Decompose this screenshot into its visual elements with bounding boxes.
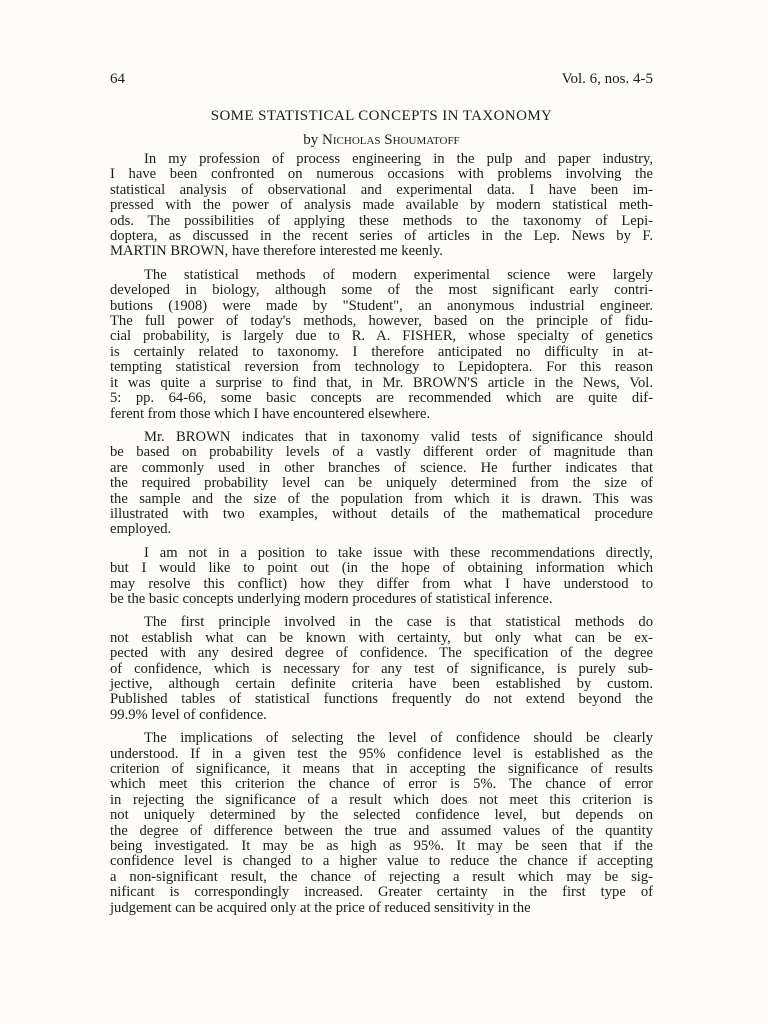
- text-line: understood. If in a given test the 95% confidence level is established as the: [110, 745, 653, 762]
- text-line: illustrated with two examples, without details of the mathematical procedure: [110, 505, 653, 522]
- text-line: criterion of significance, it means that in accepting the significance of results: [110, 761, 653, 778]
- text-line: be based on probability levels of a vastly different order of magnitude than: [110, 444, 653, 461]
- text-line: I am not in a position to take issue with these recommendations directly,: [144, 544, 653, 561]
- text-line: not uniquely determined by the selected confidence level, but depends on: [110, 807, 653, 824]
- text-line: In my profession of process engineering in the pulp and paper industry,: [144, 151, 653, 167]
- text-line: The implications of selecting the level of confidence should be clearly: [144, 730, 653, 747]
- article-title: SOME STATISTICAL CONCEPTS IN TAXONOMY: [210, 108, 553, 124]
- text-line: Published tables of statistical functions frequently do not extend beyond the: [110, 691, 653, 708]
- text-line: The full power of today's methods, however, based on the principle of fidu-: [110, 313, 653, 330]
- text-line: of confidence, which is necessary for any test of significance, is purely sub-: [110, 660, 653, 677]
- text-line: jective, although certain definite criteria have been established by custom.: [110, 676, 653, 692]
- text-line: MARTIN BROWN, have therefore interested me keenly.: [110, 243, 443, 260]
- volume-info: Vol. 6, nos. 4-5: [561, 71, 653, 87]
- paragraph: [110, 731, 653, 916]
- text-line: statistical analysis of observational and experimental data. I have been im-: [110, 181, 653, 198]
- text-line: it was quite a surprise to find that, in Mr. BROWN'S article in the News, Vol.: [110, 374, 653, 391]
- paragraph: [110, 268, 653, 422]
- text-line: in rejecting the significance of a result which does not meet this criterion is: [110, 791, 653, 808]
- author-name: Nicholas Shoumatoff: [322, 132, 460, 148]
- text-line: The first principle involved in the case is that statistical methods do: [144, 614, 653, 631]
- text-line: the degree of difference between the true and assumed values of the quantity: [110, 822, 653, 839]
- text-line: 5: pp. 64-66, some basic concepts are recommended which are quite dif-: [110, 390, 653, 407]
- text-line: the sample and the size of the population from which it is drawn. This was: [110, 490, 653, 507]
- text-line: but I would like to point out (in the hope of obtaining information which: [110, 560, 653, 577]
- text-line: being investigated. It may be as high as 95%. It may be seen that if the: [110, 838, 653, 855]
- text-line: a non-significant result, the chance of rejecting a result which may be sig-: [110, 868, 653, 885]
- byline: [110, 132, 653, 149]
- text-line: 99.9% level of confidence.: [110, 706, 267, 723]
- byline-prefix: by: [303, 132, 323, 148]
- text-line: doptera, as discussed in the recent series of articles in the Lep. News by F.: [110, 228, 653, 245]
- text-line: The statistical methods of modern experimental science were largely: [144, 266, 653, 283]
- text-line: pected with any desired degree of confidence. The specification of the degree: [110, 645, 653, 662]
- text-line: judgement can be acquired only at the price of reduced sensitivity in the: [110, 899, 531, 916]
- text-line: not establish what can be known with certainty, but only what can be ex-: [110, 629, 653, 646]
- text-line: ferent from those which I have encountered elsewhere.: [110, 405, 431, 422]
- text-line: Mr. BROWN indicates that in taxonomy valid tests of significance should: [144, 428, 653, 445]
- text-line: confidence level is changed to a higher value to reduce the chance if accepting: [110, 853, 653, 870]
- text-line: employed.: [110, 521, 172, 538]
- text-line: tempting statistical reversion from technology to Lepidoptera. For this reason: [110, 359, 653, 376]
- text-line: nificant is correspondingly increased. Greater certainty in the first type of: [110, 884, 653, 901]
- text-line: may resolve this conflict) how they differ from what I have understood to: [110, 575, 653, 592]
- paragraph: [110, 430, 653, 538]
- page-number: 64: [110, 71, 125, 87]
- text-line: which meet this criterion the chance of error is 5%. The chance of error: [110, 776, 653, 793]
- paragraph: [110, 615, 653, 723]
- text-line: pressed with the power of analysis made available by modern statistical meth-: [110, 197, 653, 214]
- text-line: are commonly used in other branches of science. He further indicates that: [110, 459, 653, 476]
- text-line: the required probability level can be uniquely determined from the size of: [110, 475, 653, 492]
- text-line: ods. The possibilities of applying these methods to the taxonomy of Lepi-: [110, 212, 653, 229]
- text-line: cial probability, is largely due to R. A. FISHER, whose specialty of genetics: [110, 328, 653, 345]
- text-line: I have been confronted on numerous occasions with problems involving the: [110, 166, 653, 183]
- text-line: is certainly related to taxonomy. I therefore anticipated no difficulty in at-: [110, 343, 653, 360]
- article-body: [110, 152, 653, 916]
- running-header: [110, 71, 653, 91]
- paragraph: [110, 152, 653, 260]
- text-line: butions (1908) were made by "Student", an anonymous industrial engineer.: [110, 297, 653, 314]
- text-line: be the basic concepts underlying modern procedures of statistical inference.: [110, 590, 553, 607]
- paragraph: [110, 546, 653, 608]
- text-line: developed in biology, although some of the most significant early contri-: [110, 282, 653, 299]
